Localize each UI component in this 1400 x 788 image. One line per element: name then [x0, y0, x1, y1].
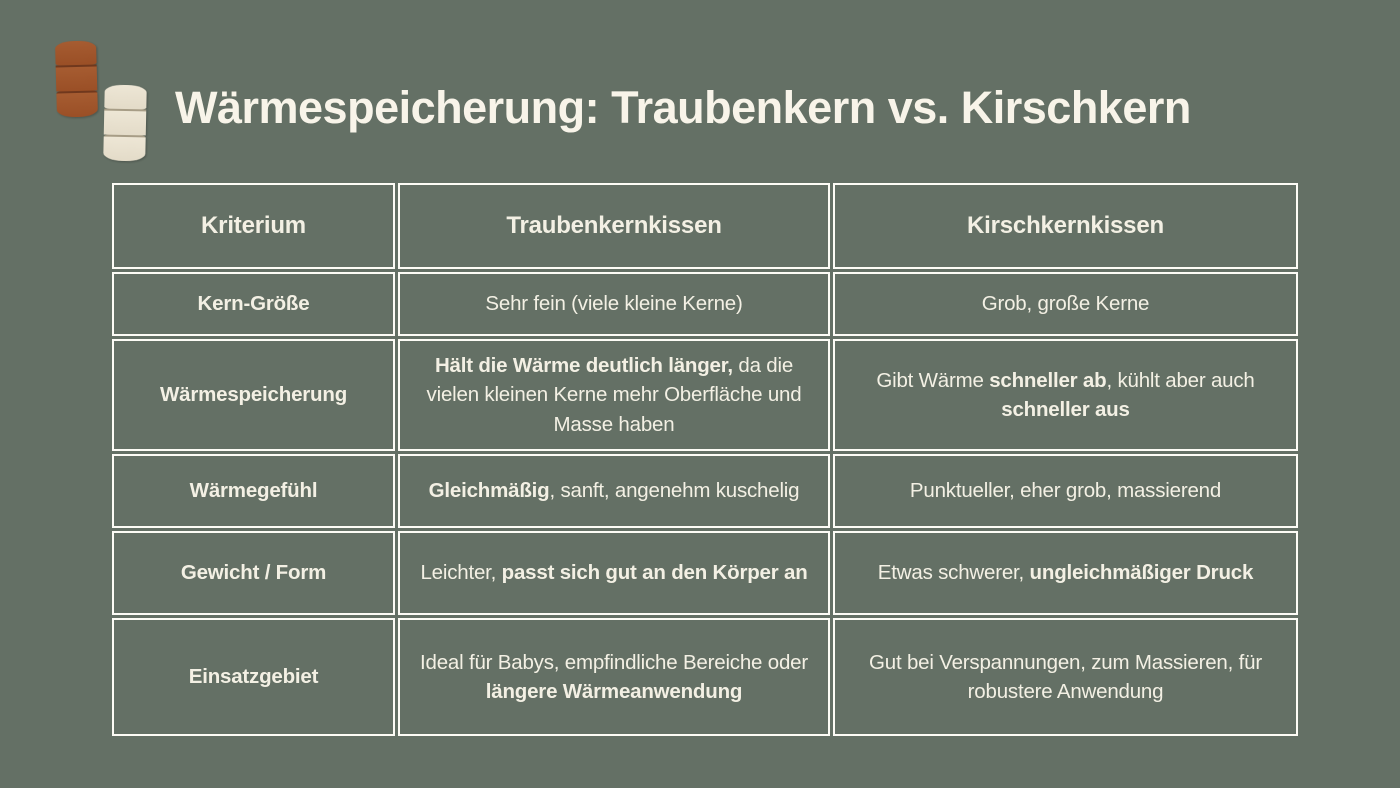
traubenkern-cell: [398, 618, 830, 736]
bold-text: Gleichmäßig: [428, 479, 550, 503]
pillow-segment: [104, 109, 147, 136]
kirschkern-cell: [833, 454, 1298, 528]
text: Ideal für Babys, empfindliche Bereiche oder: [420, 650, 808, 674]
bold-text: Hält die Wärme deutlich länger,: [434, 354, 733, 378]
pillow-segment: [56, 64, 98, 91]
table-header-row: [112, 183, 1298, 269]
text: Punktueller, eher grob, massierend: [909, 479, 1222, 503]
terracotta-pillow-image: [55, 40, 98, 117]
bold-text: schneller ab: [989, 368, 1107, 392]
bold-text: ungleichmäßiger Druck: [1029, 561, 1254, 585]
text: , sanft, angenehm kuschelig: [549, 479, 800, 503]
text: da die vielen kleinen Kerne mehr Oberfläche und Masse haben: [426, 354, 802, 436]
traubenkern-cell: [398, 531, 830, 615]
cream-pillow-image: [103, 85, 147, 162]
table-row: [112, 339, 1298, 451]
bold-text: schneller aus: [1001, 398, 1130, 421]
criterion-cell: Wärmespeicherung: [112, 339, 395, 451]
table-row: [112, 531, 1298, 615]
kirschkern-cell: [833, 618, 1298, 736]
criterion-cell: Wärmegefühl: [112, 454, 395, 528]
text: Gut bei Verspannungen, zum Massieren, für robustere Anwendung: [869, 650, 1262, 703]
traubenkern-cell: [398, 272, 830, 336]
header-kirschkernkissen: Kirschkernkissen: [833, 183, 1298, 269]
header-kriterium: Kriterium: [112, 183, 395, 269]
kirschkern-cell: [833, 531, 1298, 615]
text: Grob, große Kerne: [981, 292, 1150, 316]
header-traubenkernkissen: Traubenkernkissen: [398, 183, 830, 269]
pillow-segment: [103, 135, 146, 162]
table-row: [112, 272, 1298, 336]
table-row: [112, 454, 1298, 528]
slide-title: Wärmespeicherung: Traubenkern vs. Kirschkern: [175, 82, 1191, 133]
criterion-cell: Einsatzgebiet: [112, 618, 395, 736]
text: Etwas schwerer,: [877, 561, 1030, 585]
kirschkern-cell: [833, 339, 1298, 451]
criterion-cell: Gewicht / Form: [112, 531, 395, 615]
traubenkern-cell: [398, 454, 830, 528]
text: , kühlt aber auch: [1106, 368, 1255, 392]
bold-text: längere Wärmeanwendung: [485, 680, 743, 703]
criterion-cell: Kern-Größe: [112, 272, 395, 336]
text: Sehr fein (viele kleine Kerne): [485, 292, 743, 316]
kirschkern-cell: [833, 272, 1298, 336]
pillow-segment: [55, 40, 97, 65]
text: Gibt Wärme: [876, 368, 990, 392]
traubenkern-cell: [398, 339, 830, 451]
pillow-segment: [56, 90, 98, 117]
comparison-table: [109, 180, 1301, 739]
text: Leichter,: [420, 561, 502, 585]
comparison-table-body: [112, 272, 1298, 736]
bold-text: passt sich gut an den Körper an: [501, 561, 808, 585]
pillow-segment: [104, 85, 146, 110]
table-row: [112, 618, 1298, 736]
